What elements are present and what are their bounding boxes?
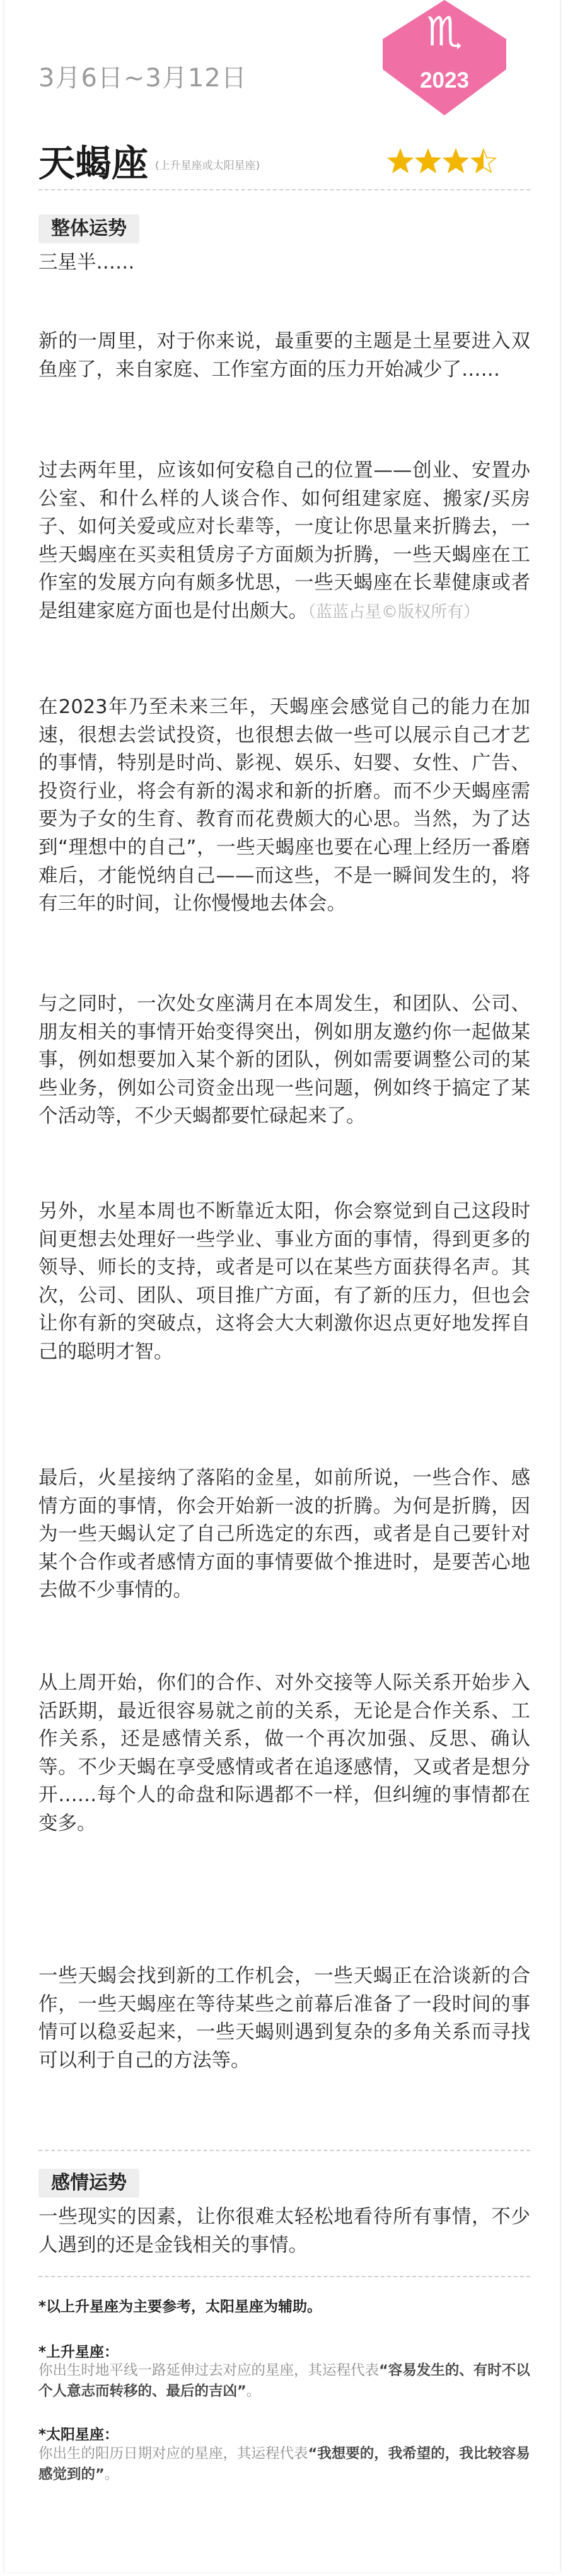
overall-paragraph-5: 与之同时，一次处女座满月在本周发生，和团队、公司、朋友相关的事情开始变得突出，例如朋友邀约你一起做某事，例如想要加入某个新的团队，例如需要调整公司的某些业务，例如公司资金出现一些问题，例如终于搞定了某个活动等，不少天蝎都要忙碌起来了。	[38, 993, 530, 1128]
scorpio-symbol-icon: ♏	[426, 9, 463, 55]
overall-paragraph-3	[38, 457, 530, 627]
footnote-rising-quote: “容易发生的、有时不以个人意志而转移的、最后的吉凶”	[38, 2362, 530, 2399]
footnote-sun-body	[38, 2444, 537, 2485]
sign-title: 天蝎座	[38, 142, 149, 185]
footnote-rising-body	[38, 2360, 537, 2402]
overall-paragraph-4: 在2023年乃至未来三年，天蝎座会感觉自己的能力在加速，很想去尝试投资，也很想去做一些可以展示自己才艺的事情，特别是时尚、影视、娱乐、妇婴、女性、广告、投资行业，将会有新的渴求和新的折磨。而不少天蝎座需要为子女的生育、教育而花费颇大的心思。当然，为了达到“理想中的自己”，一些天蝎座也要在心理上经历一番磨难后，才能悦纳自己——而这些，不是一瞬间发生的，将有三年的时间，让你慢慢地去体会。	[38, 696, 530, 915]
overall-paragraph-3-text: 过去两年里，应该如何安稳自己的位置——创业、安置办公室、和什么样的人谈合作、如何组建家庭、搬家/买房子、如何关爱或应对长辈等，一度让你思量来折腾去，一些天蝎座在买卖租赁房子方面颇为折腾，一些天蝎座在工作室的发展方向有颇多忧思，一些天蝎座在长辈健康或者是组建家庭方面也是付出颇大。	[38, 460, 530, 622]
footnote-sun-quote: “我想要的，我希望的，我比较容易感觉到的”	[38, 2445, 530, 2483]
footnote-sun-title: *太阳星座：	[38, 2427, 119, 2443]
zodiac-badge	[383, 0, 506, 115]
rating-star	[444, 149, 468, 172]
footnote-rising-end: 。	[246, 2383, 261, 2399]
love-paragraph-1: 一些现实的因素，让你很难太轻松地看待所有事情，不少人遇到的还是金钱相关的事情。	[38, 2206, 530, 2256]
section-tag-love: 感情运势	[38, 2169, 139, 2198]
section-tag-overall: 整体运势	[38, 214, 139, 243]
date-range: 3月6日~3月12日	[38, 64, 247, 93]
divider-bottom	[38, 2276, 530, 2277]
divider-top	[38, 189, 530, 190]
overall-paragraph-1: 三星半……	[38, 252, 135, 274]
star-rating	[386, 146, 506, 177]
footnote-main: *以上升星座为主要参考，太阳星座为辅助。	[38, 2299, 322, 2315]
footnote-sun-end: 。	[104, 2466, 119, 2483]
rating-star	[416, 149, 440, 172]
overall-paragraph-9: 一些天蝎会找到新的工作机会，一些天蝎正在洽谈新的合作，一些天蝎座在等待某些之前幕后准备了一段时间的事情可以稳妥起来，一些天蝎则遇到复杂的多角关系而寻找可以利于自己的方法等。	[38, 1965, 530, 2072]
overall-paragraph-8: 从上周开始，你们的合作、对外交接等人际关系开始步入活跃期，最近很容易就之前的关系，无论是合作关系、工作关系，还是感情关系，做一个再次加强、反思、确认等。不少天蝎在享受感情或者在追逐感情，又或者是想分开……每个人的命盘和际遇都不一样，但纠缠的事情都在变多。	[38, 1672, 530, 1835]
footnote-rising-desc: 你出生时地平线一路延伸过去对应的星座，其运程代表	[38, 2362, 380, 2379]
rating-star	[472, 149, 496, 172]
overall-paragraph-2: 新的一周里，对于你来说，最重要的主题是土星要进入双鱼座了，来自家庭、工作室方面的压力开始减少了……	[38, 330, 530, 381]
badge-year: 2023	[420, 68, 469, 93]
rating-star	[388, 149, 412, 172]
divider-middle	[38, 2150, 530, 2151]
footnote-rising-title: *上升星座：	[38, 2344, 119, 2360]
overall-paragraph-6: 另外，水星本周也不断靠近太阳，你会察觉到自己这段时间更想去处理好一些学业、事业方面的事情，得到更多的领导、师长的支持，或者是可以在某些方面获得名声。其次，公司、团队、项目推广方面，有了新的压力，但也会让你有新的突破点，这将会大大刺激你迟点更好地发挥自己的聪明才智。	[38, 1200, 530, 1363]
overall-paragraph-7: 最后，火星接纳了落陷的金星，如前所说，一些合作、感情方面的事情，你会开始新一波的折腾。为何是折腾，因为一些天蝎认定了自己所选定的东西，或者是自己要针对某个合作或者感情方面的事情要做个推进时，是要苦心地去做不少事情的。	[38, 1467, 530, 1602]
sign-note: (上升星座或太阳星座)	[155, 160, 260, 172]
footnote-sun-desc: 你出生的阳历日期对应的星座，其运程代表	[38, 2445, 308, 2462]
copyright-credit: （蓝蓝占星©版权所有）	[308, 602, 480, 622]
horoscope-card	[4, 0, 560, 2572]
